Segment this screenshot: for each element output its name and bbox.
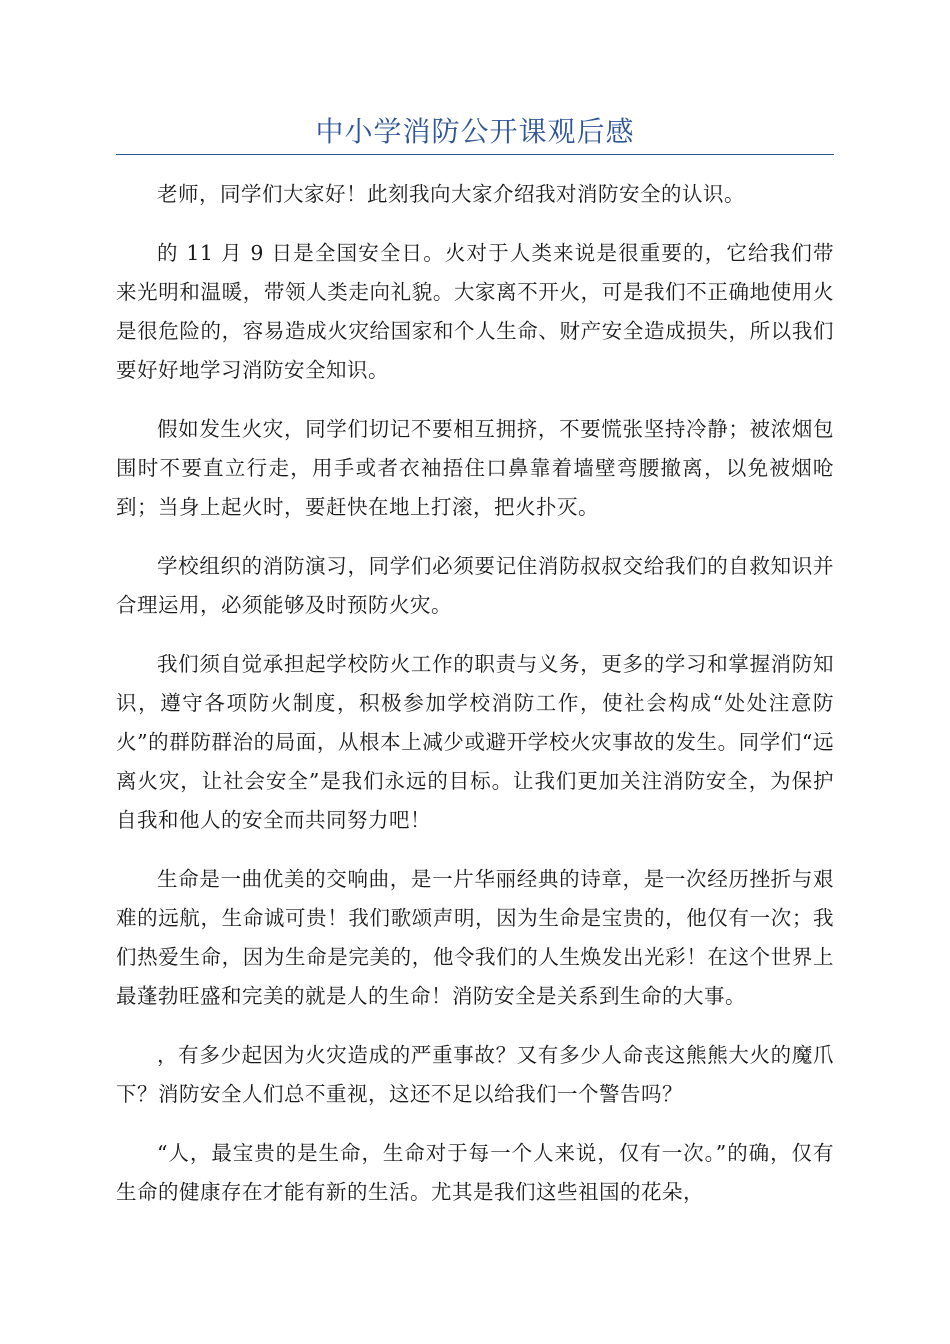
paragraph-5: 我们须自觉承担起学校防火工作的职责与义务，更多的学习和掌握消防知识，遵守各项防火制度，积极参加学校消防工作，使社会构成“处处注意防火”的群防群治的局面，从根本上减少或避开学校火灾事故的发生。同学们“远离火灾，让社会安全”是我们永远的目标。让我们更加关注消防安全，为保护自我和他人的安全而共同努力吧！ bbox=[116, 652, 834, 832]
title-underline bbox=[116, 154, 834, 155]
paragraph-7: ，有多少起因为火灾造成的严重事故？又有多少人命丧这熊熊大火的魔爪下？消防安全人们总不重视，这还不足以给我们一个警告吗？ bbox=[116, 1043, 834, 1106]
paragraph-6: 生命是一曲优美的交响曲，是一片华丽经典的诗章，是一次经历挫折与艰难的远航，生命诚可贵！我们歌颂声明，因为生命是宝贵的，他仅有一次；我们热爱生命，因为生命是完美的，他令我们的人生焕发出光彩！在这个世界上最蓬勃旺盛和完美的就是人的生命！消防安全是关系到生命的大事。 bbox=[116, 867, 834, 1008]
document-body bbox=[116, 175, 834, 1232]
page-title: 中小学消防公开课观后感 bbox=[315, 115, 635, 148]
paragraph-2: 的 11 月 9 日是全国安全日。火对于人类来说是很重要的，它给我们带来光明和温暖，带领人类走向礼貌。大家离不开火，可是我们不正确地使用火是很危险的，容易造成火灾给国家和个人生命、财产安全造成损失，所以我们要好好地学习消防安全知识。 bbox=[116, 241, 834, 382]
paragraph-3: 假如发生火灾，同学们切记不要相互拥挤，不要慌张坚持冷静；被浓烟包围时不要直立行走，用手或者衣袖捂住口鼻靠着墙壁弯腰撤离，以免被烟呛到；当身上起火时，要赶快在地上打滚，把火扑灭。 bbox=[116, 417, 834, 519]
paragraph-4: 学校组织的消防演习，同学们必须要记住消防叔叔交给我们的自救知识并合理运用，必须能够及时预防火灾。 bbox=[116, 554, 834, 617]
paragraph-8: “人，最宝贵的是生命，生命对于每一个人来说，仅有一次。”的确，仅有生命的健康存在才能有新的生活。尤其是我们这些祖国的花朵， bbox=[116, 1141, 834, 1204]
paragraph-1: 老师，同学们大家好！此刻我向大家介绍我对消防安全的认识。 bbox=[157, 182, 745, 206]
